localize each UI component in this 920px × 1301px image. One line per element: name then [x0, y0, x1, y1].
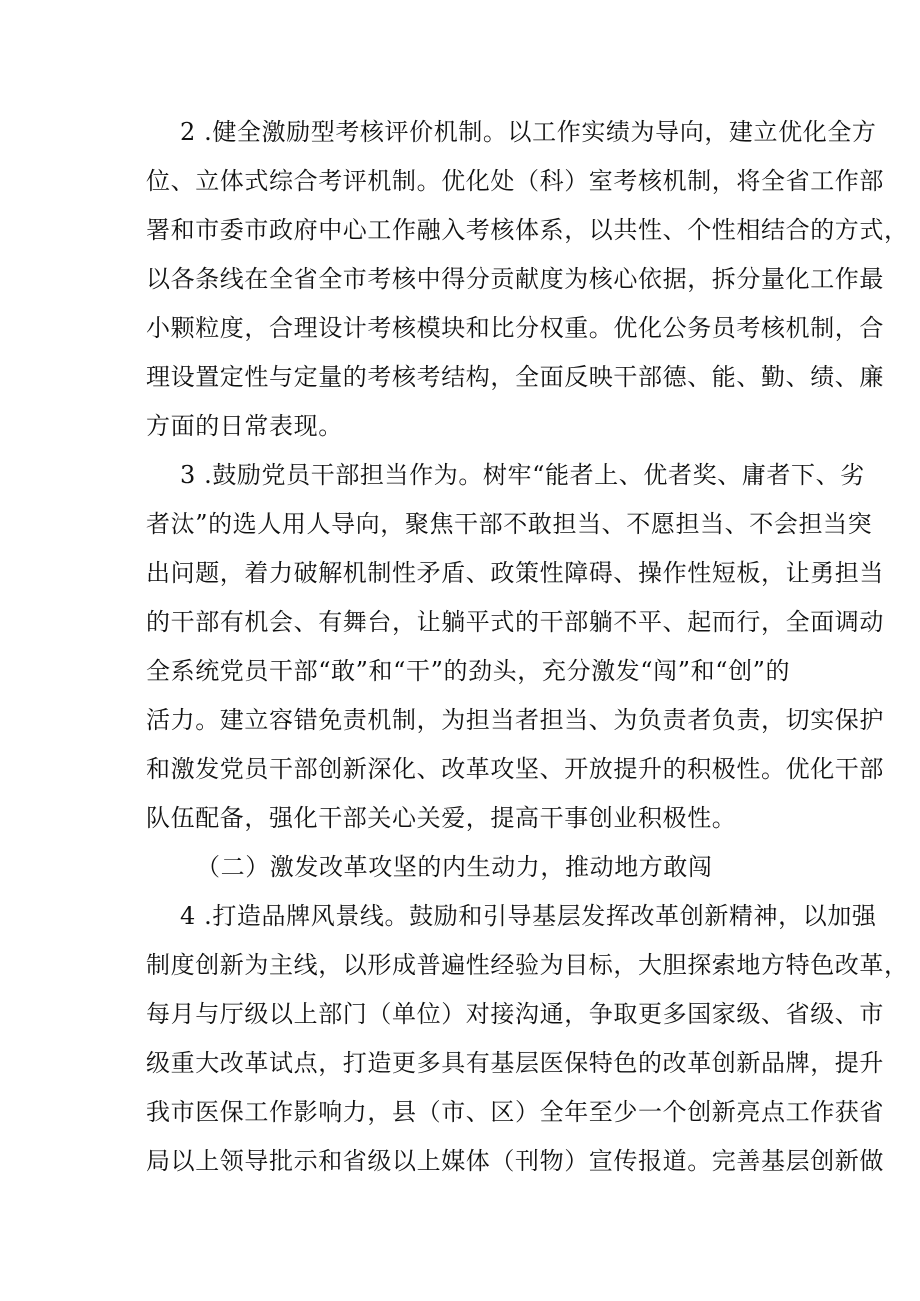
paragraph-4-line: 制度创新为主线，以形成普遍性经验为目标，大胆探索地方特色改革， — [146, 951, 909, 979]
paragraph-3-line: 者汰”的选人用人导向，聚焦干部不敢担当、不愿担当、不会担当突 — [146, 510, 873, 538]
paragraph-4-line: 局以上领导批示和省级以上媒体（刊物）宣传报道。完善基层创新做 — [146, 1147, 884, 1175]
paragraph-4-line: 4 .打造品牌风景线。鼓励和引导基层发挥改革创新精神，以加强 — [180, 902, 877, 930]
paragraph-3-line: 3 .鼓励党员干部担当作为。树牢“能者上、优者奖、庸者下、劣 — [180, 461, 865, 489]
paragraph-3-line: 的干部有机会、有舞台，让躺平式的干部躺不平、起而行，全面调动 — [146, 608, 884, 636]
paragraph-2-line: 小颗粒度，合理设计考核模块和比分权重。优化公务员考核机制，合 — [146, 314, 884, 342]
section-heading: （二）激发改革攻坚的内生动力，推动地方敢闯 — [196, 853, 713, 881]
paragraph-4-line: 级重大改革试点，打造更多具有基层医保特色的改革创新品牌，提升 — [146, 1049, 884, 1077]
paragraph-2-line: 2 .健全激励型考核评价机制。以工作实绩为导向，建立优化全方 — [180, 118, 877, 146]
paragraph-2-line: 以各条线在全省全市考核中得分贡献度为核心依据，拆分量化工作最 — [146, 265, 884, 293]
paragraph-3-line: 全系统党员干部“敢”和“干”的劲头，充分激发“闯”和“创”的 — [146, 657, 791, 685]
paragraph-3-line: 活力。建立容错免责机制，为担当者担当、为负责者负责，切实保护 — [146, 706, 884, 734]
paragraph-3-line: 队伍配备，强化干部关心关爱，提高干事创业积极性。 — [146, 804, 737, 832]
paragraph-2-line: 位、立体式综合考评机制。优化处（科）室考核机制，将全省工作部 — [146, 167, 884, 195]
paragraph-4-line: 每月与厅级以上部门（单位）对接沟通，争取更多国家级、省级、市 — [146, 1000, 884, 1028]
paragraph-3-line: 和激发党员干部创新深化、改革攻坚、开放提升的积极性。优化干部 — [146, 755, 884, 783]
paragraph-4-line: 我市医保工作影响力，县（市、区）全年至少一个创新亮点工作获省 — [146, 1098, 884, 1126]
paragraph-2-line: 署和市委市政府中心工作融入考核体系，以共性、个性相结合的方式， — [146, 216, 909, 244]
paragraph-2-line: 方面的日常表现。 — [146, 412, 343, 440]
paragraph-2-line: 理设置定性与定量的考核考结构，全面反映干部德、能、勤、绩、廉 — [146, 363, 884, 391]
paragraph-3-line: 出问题，着力破解机制性矛盾、政策性障碍、操作性短板，让勇担当 — [146, 559, 884, 587]
